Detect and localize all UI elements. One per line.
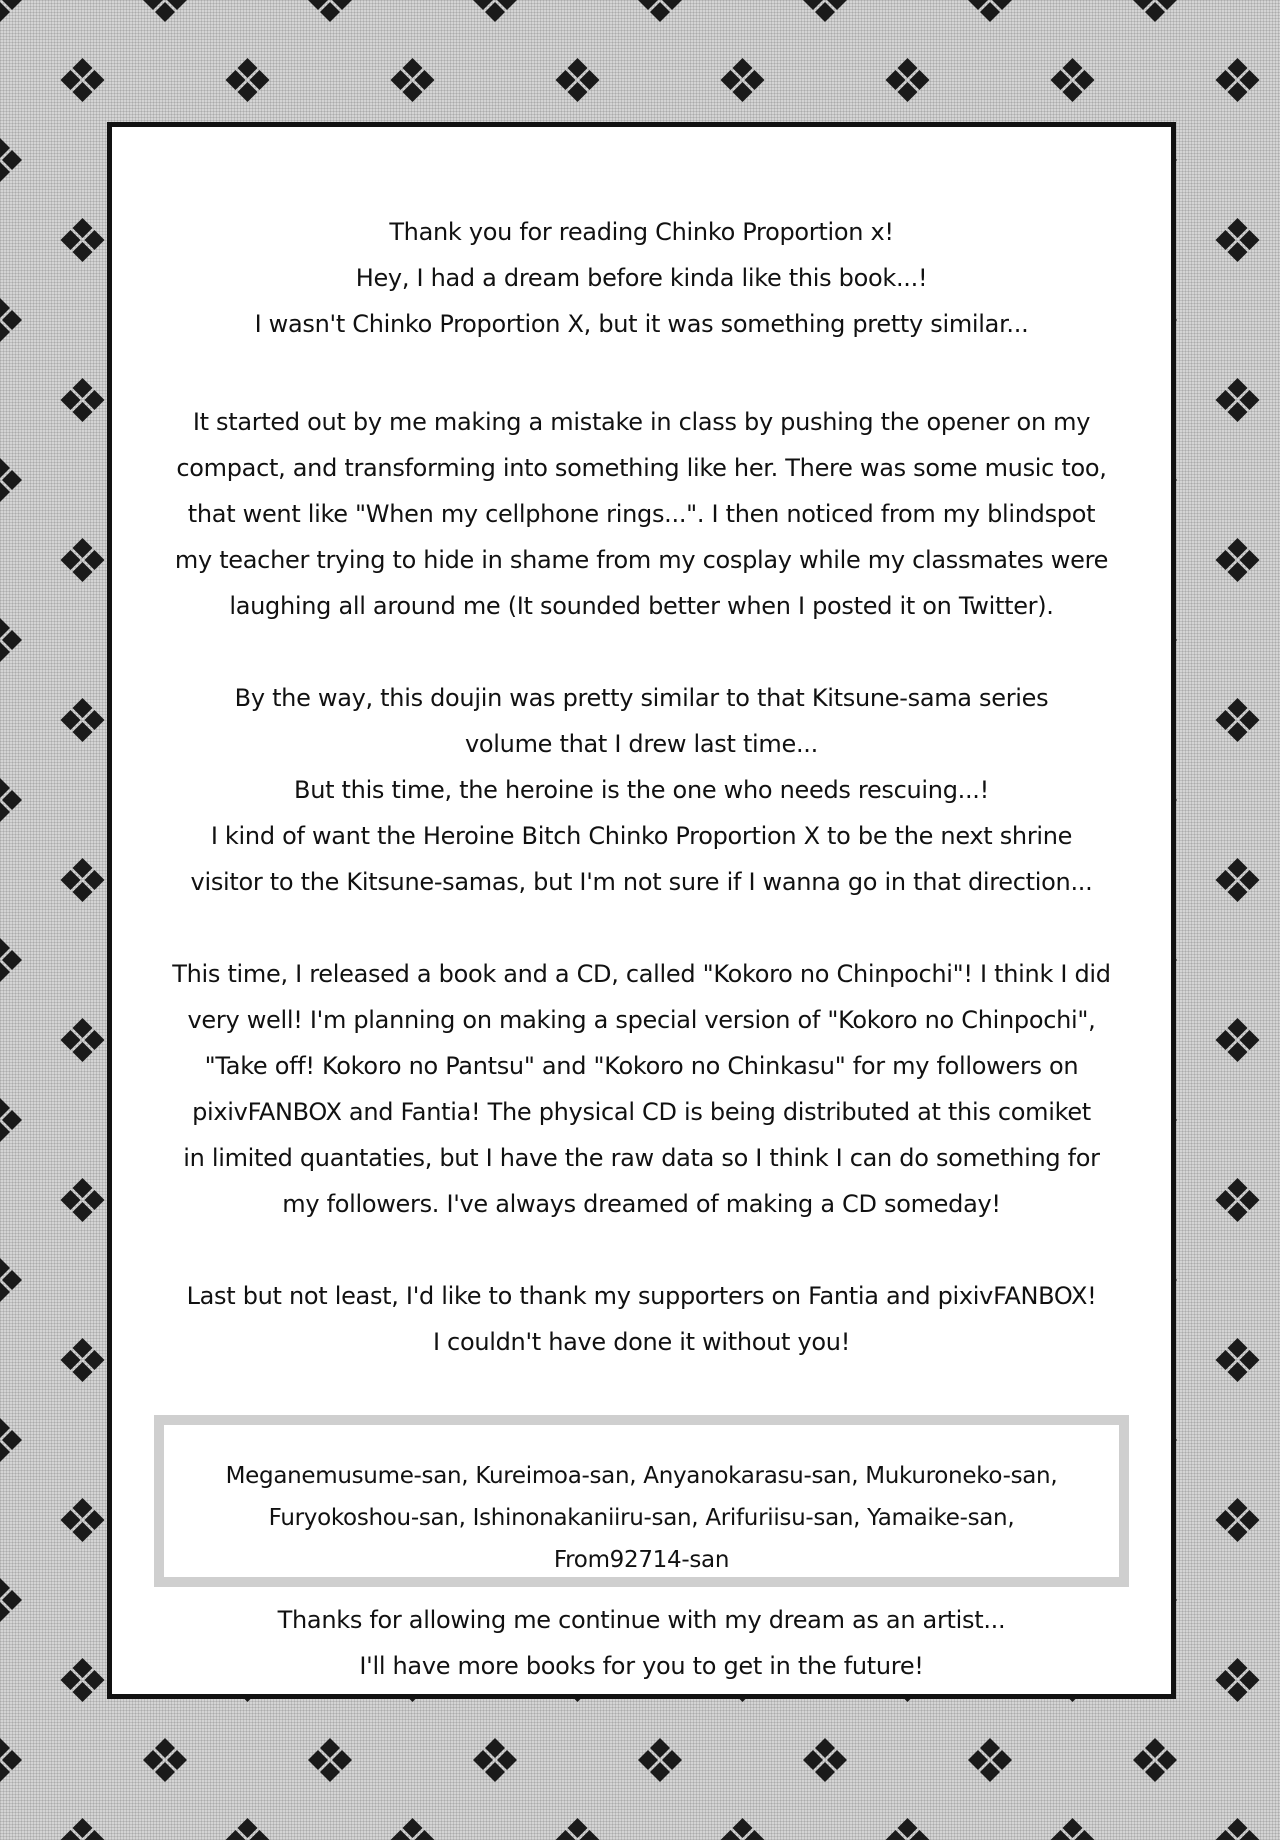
diamond-cluster-icon <box>61 538 105 582</box>
text-line: pixivFANBOX and Fantia! The physical CD is being distributed at this comiket <box>192 1098 1091 1126</box>
diamond-cluster-icon <box>61 1498 105 1542</box>
text-line: in limited quantaties, but I have the raw data so I think I can do something for <box>183 1144 1100 1172</box>
diamond-cluster-icon <box>638 0 682 22</box>
diamond-cluster-icon <box>0 138 22 182</box>
diamond-cluster-icon <box>61 1018 105 1062</box>
text-line: Meganemusume-san, Kureimoa-san, Anyanokarasu-san, Mukuroneko-san, <box>225 1463 1058 1489</box>
diamond-cluster-icon <box>1051 1818 1095 1840</box>
diamond-cluster-icon <box>556 1818 600 1840</box>
intro-paragraph <box>112 209 1171 347</box>
text-line: volume that I drew last time... <box>465 730 818 758</box>
supporters-box <box>154 1415 1129 1587</box>
doujin-paragraph <box>112 675 1171 905</box>
text-line: Furyokoshou-san, Ishinonakaniiru-san, Arifuriisu-san, Yamaike-san, <box>268 1505 1015 1531</box>
dream-paragraph <box>112 399 1171 629</box>
diamond-cluster-icon <box>143 1738 187 1782</box>
diamond-cluster-icon <box>61 378 105 422</box>
text-line: I wasn't Chinko Proportion X, but it was something pretty similar... <box>254 310 1029 338</box>
diamond-cluster-icon <box>61 858 105 902</box>
diamond-cluster-icon <box>1216 1018 1260 1062</box>
diamond-cluster-icon <box>1216 58 1260 102</box>
diamond-cluster-icon <box>0 778 22 822</box>
diamond-cluster-icon <box>0 618 22 662</box>
diamond-cluster-icon <box>61 58 105 102</box>
text-line: "Take off! Kokoro no Pantsu" and "Kokoro no Chinkasu" for my followers on <box>204 1052 1079 1080</box>
diamond-cluster-icon <box>0 1098 22 1142</box>
supporters-list <box>164 1455 1119 1581</box>
diamond-cluster-icon <box>1216 1818 1260 1840</box>
diamond-cluster-icon <box>0 0 22 22</box>
diamond-cluster-icon <box>1051 58 1095 102</box>
diamond-cluster-icon <box>1216 538 1260 582</box>
diamond-cluster-icon <box>968 1738 1012 1782</box>
diamond-cluster-icon <box>1216 1658 1260 1702</box>
diamond-cluster-icon <box>556 58 600 102</box>
diamond-cluster-icon <box>886 58 930 102</box>
diamond-cluster-icon <box>308 0 352 22</box>
diamond-cluster-icon <box>1133 0 1177 22</box>
text-line: laughing all around me (It sounded better when I posted it on Twitter). <box>229 592 1054 620</box>
diamond-cluster-icon <box>391 1818 435 1840</box>
text-line: visitor to the Kitsune-samas, but I'm not sure if I wanna go in that direction... <box>190 868 1093 896</box>
diamond-cluster-icon <box>968 0 1012 22</box>
diamond-cluster-icon <box>61 1338 105 1382</box>
text-line: very well! I'm planning on making a special version of "Kokoro no Chinpochi", <box>187 1006 1096 1034</box>
diamond-cluster-icon <box>1216 858 1260 902</box>
text-line: my teacher trying to hide in shame from my cosplay while my classmates were <box>174 546 1109 574</box>
diamond-cluster-icon <box>61 698 105 742</box>
diamond-cluster-icon <box>0 1738 22 1782</box>
text-line: my followers. I've always dreamed of making a CD someday! <box>282 1190 1001 1218</box>
diamond-cluster-icon <box>0 1258 22 1302</box>
diamond-cluster-icon <box>721 58 765 102</box>
diamond-cluster-icon <box>61 218 105 262</box>
diamond-cluster-icon <box>803 0 847 22</box>
text-line: I couldn't have done it without you! <box>432 1328 851 1356</box>
diamond-cluster-icon <box>0 298 22 342</box>
diamond-cluster-icon <box>308 1738 352 1782</box>
text-line: I'll have more books for you to get in the future! <box>359 1652 924 1680</box>
diamond-cluster-icon <box>391 58 435 102</box>
diamond-cluster-icon <box>1216 218 1260 262</box>
diamond-cluster-icon <box>61 1178 105 1222</box>
afterword-panel <box>107 122 1176 1699</box>
text-line: Last but not least, I'd like to thank my supporters on Fantia and pixivFANBOX! <box>186 1282 1097 1310</box>
diamond-cluster-icon <box>0 938 22 982</box>
diamond-cluster-icon <box>143 0 187 22</box>
diamond-cluster-icon <box>1216 1178 1260 1222</box>
diamond-cluster-icon <box>1216 698 1260 742</box>
diamond-cluster-icon <box>1216 1498 1260 1542</box>
diamond-cluster-icon <box>473 0 517 22</box>
text-line: From92714-san <box>553 1547 730 1573</box>
closing-paragraph <box>112 1597 1171 1689</box>
cd-paragraph <box>112 951 1171 1227</box>
diamond-cluster-icon <box>61 1818 105 1840</box>
text-line: Hey, I had a dream before kinda like this book...! <box>355 264 928 292</box>
thanks-paragraph <box>112 1273 1171 1365</box>
diamond-cluster-icon <box>0 1418 22 1462</box>
text-line: It started out by me making a mistake in class by pushing the opener on my <box>192 408 1091 436</box>
text-line: By the way, this doujin was pretty similar to that Kitsune-sama series <box>234 684 1049 712</box>
diamond-cluster-icon <box>226 1818 270 1840</box>
diamond-cluster-icon <box>61 1658 105 1702</box>
diamond-cluster-icon <box>638 1738 682 1782</box>
diamond-cluster-icon <box>886 1818 930 1840</box>
text-line: I kind of want the Heroine Bitch Chinko Proportion X to be the next shrine <box>210 822 1073 850</box>
text-line: This time, I released a book and a CD, called "Kokoro no Chinpochi"! I think I did <box>172 960 1111 988</box>
diamond-cluster-icon <box>1216 1338 1260 1382</box>
diamond-cluster-icon <box>226 58 270 102</box>
diamond-cluster-icon <box>473 1738 517 1782</box>
text-line: Thanks for allowing me continue with my dream as an artist... <box>277 1606 1006 1634</box>
diamond-cluster-icon <box>1133 1738 1177 1782</box>
text-line: that went like "When my cellphone rings...". I then noticed from my blindspot <box>187 500 1096 528</box>
diamond-cluster-icon <box>721 1818 765 1840</box>
diamond-cluster-icon <box>803 1738 847 1782</box>
diamond-cluster-icon <box>0 1578 22 1622</box>
diamond-cluster-icon <box>0 458 22 502</box>
text-line: compact, and transforming into something like her. There was some music too, <box>176 454 1107 482</box>
text-line: Thank you for reading Chinko Proportion x! <box>389 218 894 246</box>
diamond-cluster-icon <box>1216 378 1260 422</box>
text-line: But this time, the heroine is the one who needs rescuing...! <box>294 776 989 804</box>
